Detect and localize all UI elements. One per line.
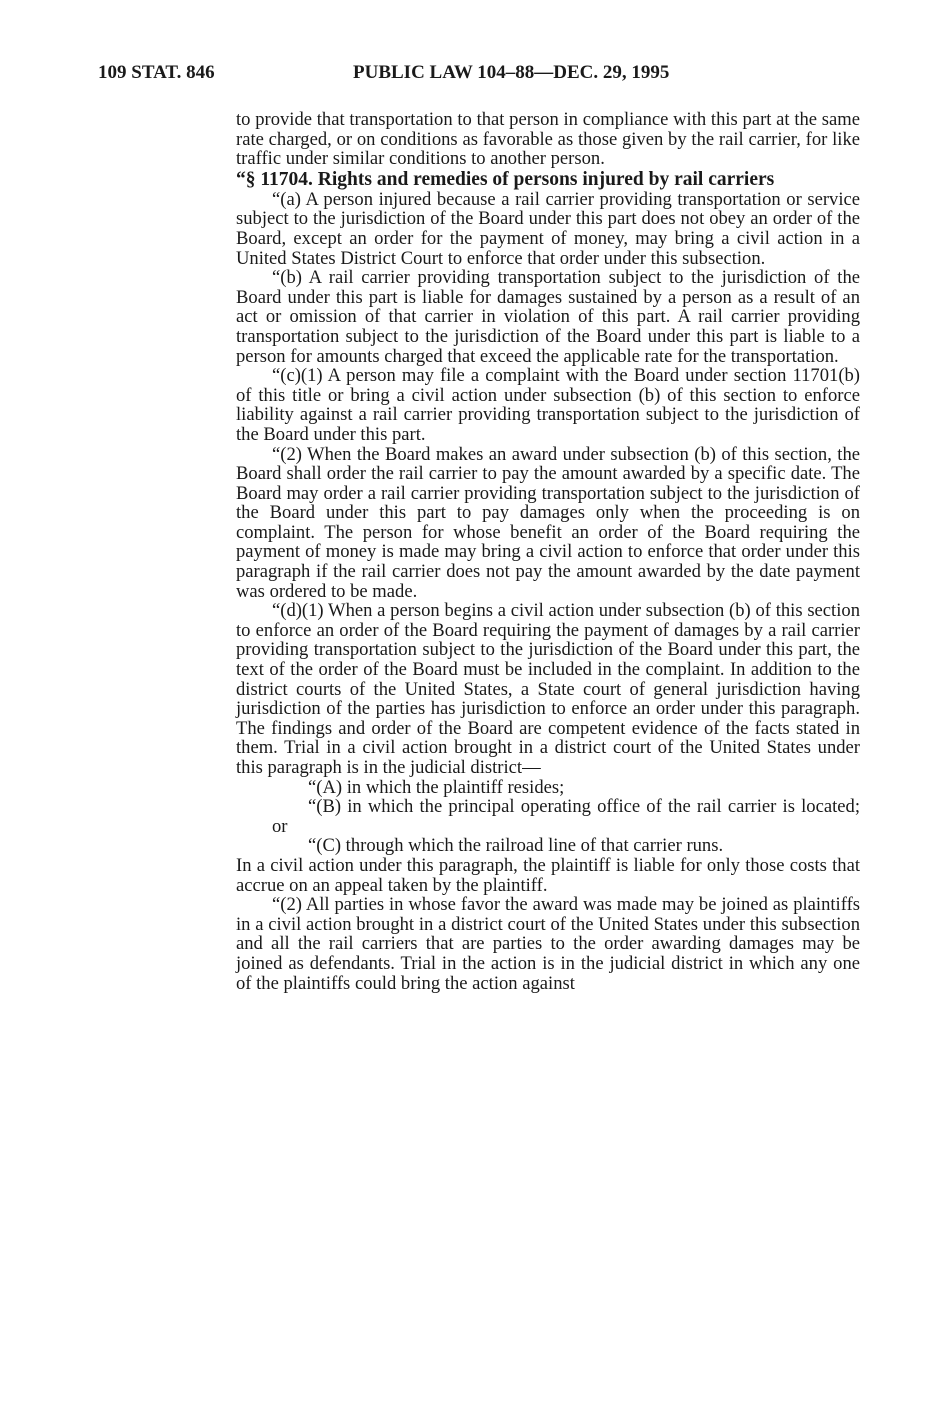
paragraph-d1: “(d)(1) When a person begins a civil action under subsection (b) of this section to enforce an order of the Board requiring the payment of damages by a rail carrier providing transportation subject to the jurisdiction of the Board under this part, the text of the order of the Board must be included in the complaint. In addition to the district courts of the United States, a State court of general jurisdiction having jurisdiction of the parties has jurisdiction to enforce an order under this paragraph. The findings and order of the Board are competent evidence of the facts stated in them. Trial in a civil action brought in a district court of the United States under this paragraph is in the judicial district— xyxy=(236,600,860,778)
paragraph-d1-continued: In a civil action under this paragraph, the plaintiff is liable for only those costs that accrue on an appeal taken by the plaintiff. xyxy=(236,854,860,896)
page-header xyxy=(98,62,758,92)
item-a: “(A) in which the plaintiff resides; xyxy=(308,776,565,798)
paragraph-a: “(a) A person injured because a rail carrier providing transportation or service subject to the jurisdiction of the Board under this part does not obey an order of the Board, except an order for the payment of money, may bring a civil action in a United States District Court to enforce that order under this subsection. xyxy=(236,188,860,269)
section-heading: “§ 11704. Rights and remedies of persons injured by rail carriers xyxy=(236,168,775,190)
statute-page-number: 109 STAT. 846 xyxy=(98,62,215,83)
intro-paragraph: to provide that transportation to that person in compliance with this part at the same rate charged, or on conditions as favorable as those given by the rail carrier, for like traffic under similar conditions to another person. xyxy=(236,109,860,170)
paragraph-c2: “(2) When the Board makes an award under subsection (b) of this section, the Board shall order the rail carrier to pay the amount awarded by a specific date. The Board may order a rail carrier providing transportation subject to the jurisdiction of the Board under this part to pay damages only when the proceeding is on complaint. The person for whose benefit an order of the Board requiring the payment of money is made may bring a civil action to enforce that order under this paragraph if the rail carrier does not pay the amount awarded by the date payment was ordered to be made. xyxy=(236,443,860,602)
paragraph-d2: “(2) All parties in whose favor the award was made may be joined as plaintiffs in a civil action brought in a district court of the United States under this subsection and all the rail carriers that are parties to the order awarding damages may be joined as defendants. Trial in the action is in the judicial district in which any one of the plaintiffs could bring the action against xyxy=(236,894,860,994)
public-law-title: PUBLIC LAW 104–88—DEC. 29, 1995 xyxy=(353,62,670,83)
item-c: “(C) through which the railroad line of that carrier runs. xyxy=(308,835,724,857)
paragraph-b: “(b) A rail carrier providing transportation subject to the jurisdiction of the Board under this part is liable for damages sustained by a person as a result of an act or omission of that carrier in violation of this part. A rail carrier providing transportation subject to the jurisdiction of the Board under this part is liable to a person for amounts charged that exceed the applicable rate for the transportation. xyxy=(236,267,860,367)
page-body xyxy=(236,110,860,993)
item-b: “(B) in which the principal operating office of the rail carrier is located; or xyxy=(272,796,860,837)
paragraph-c1: “(c)(1) A person may file a complaint with the Board under section 11701(b) of this title or bring a civil action under subsection (b) of this section to enforce liability against a rail carrier providing transportation subject to the jurisdiction of the Board under this part. xyxy=(236,365,860,445)
